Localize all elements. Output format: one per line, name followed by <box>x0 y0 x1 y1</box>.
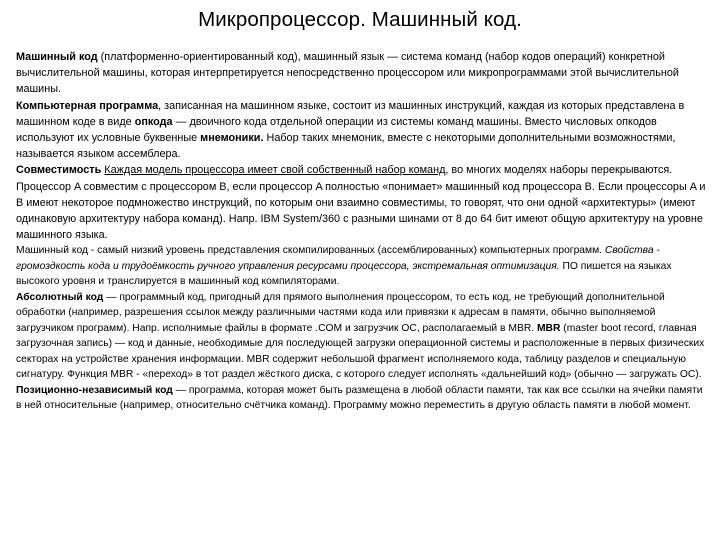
term-opcode: опкода <box>134 115 173 128</box>
paragraph-machine-code <box>16 49 710 98</box>
term-machine-code: Машинный код <box>16 51 98 63</box>
term-mnemonics: мнемоники. <box>200 132 264 145</box>
paragraph-computer-program <box>16 98 710 163</box>
term-computer-program: Компьютерная программа <box>16 99 159 112</box>
paragraph-text: , записанная на машинном языке, состоит из машинных инструкций, каждая из которых представлена в машинном коде в виде <box>16 99 685 128</box>
paragraph-compatibility <box>16 162 710 243</box>
paragraph-text: — программа, которая может быть размещена в любой области памяти, так как все ссылки на ячейки памяти в ней относительные (например, относительно счётчика команд). Программу можно переместить в другую область памяти в любой момент. <box>16 384 703 412</box>
paragraph-absolute-code <box>16 290 710 414</box>
paragraph-text: , во многих моделях наборы перекрываются. Процессор A совместим с процессором B, если процессор A полностью «понимает» машинный код процессора B. Если процессоры A и B имеют некоторое подмножество инструкций, по которым они взаимно совместимы, то говорят, что они одной «архитектуры» (имеют одинаковую архитектуру набора команд). Напр. IBM System/360 с разными шинами от 8 до 64 бит имеют общую архитектуру на уровне машинного языка. <box>16 164 706 242</box>
term-mbr: MBR <box>536 322 561 334</box>
term-absolute-code: Абсолютный код <box>16 291 104 303</box>
paragraph-text: — программный код, пригодный для прямого выполнения процессором, то есть код, не требующий дополнительной обработки (например, разрешения ссылок между различными частями кода или привязки к адресам в памяти, обычно выполняемой загрузчиком программ). Напр. исполнимые файлы в формате .COM и загрузчик ОС, располагаемый в MBR. <box>16 291 665 334</box>
paragraph-machine-code-level <box>16 243 710 290</box>
page-title: Микропроцессор. Машинный код. <box>198 8 522 31</box>
paragraph-text: — двоичного кода отдельной операции из системы команд машины. Вместо числовых опкодов используют их условные буквенные <box>16 115 657 145</box>
term-position-independent-code: Позиционно-независимый код <box>16 384 173 396</box>
properties-text: Свойства - громоздкость кода и трудоёмкость ручного управления ресурсами процессора, экстремальная оптимизация. <box>16 245 660 272</box>
paragraph-text: ПО пишется на языках высокого уровня и транслируется в машинный код компиляторами. <box>16 260 672 288</box>
instruction-set-link[interactable]: Каждая модель процессора имеет свой собственный набор команд <box>104 164 446 177</box>
paragraph-text: Набор таких мнемоник, вместе с некоторыми дополнительными возможностями, называется языком ассемблера. <box>16 132 676 161</box>
paragraph-text: Машинный код - самый низкий уровень представления скомпилированных (ассемблированных) компьютерных программ. <box>16 245 605 257</box>
slide-body <box>16 49 710 414</box>
paragraph-text: (master boot record, главная загрузочная запись) — код и данные, необходимые для последующей загрузки операционной системы и расположенные в первых физических секторах на устройстве хранения информации. MBR содержит небольшой фрагмент исполняемого кода, таблицу разделов и специальную сигнатуру. Функция MBR - «переход» в тот раздел жёсткого диска, с которого следует исполнять «дальнейший код» (обычно — загружать ОС). <box>16 322 705 381</box>
term-compatibility: Совместимость <box>16 164 102 177</box>
paragraph-text: (платформенно-ориентированный код), машинный язык — система команд (набор кодов операций) конкретной вычислительной машины, которая интерпретируется непосредственно процессором или микропрограммами этой вычислительной машины. <box>16 51 679 96</box>
